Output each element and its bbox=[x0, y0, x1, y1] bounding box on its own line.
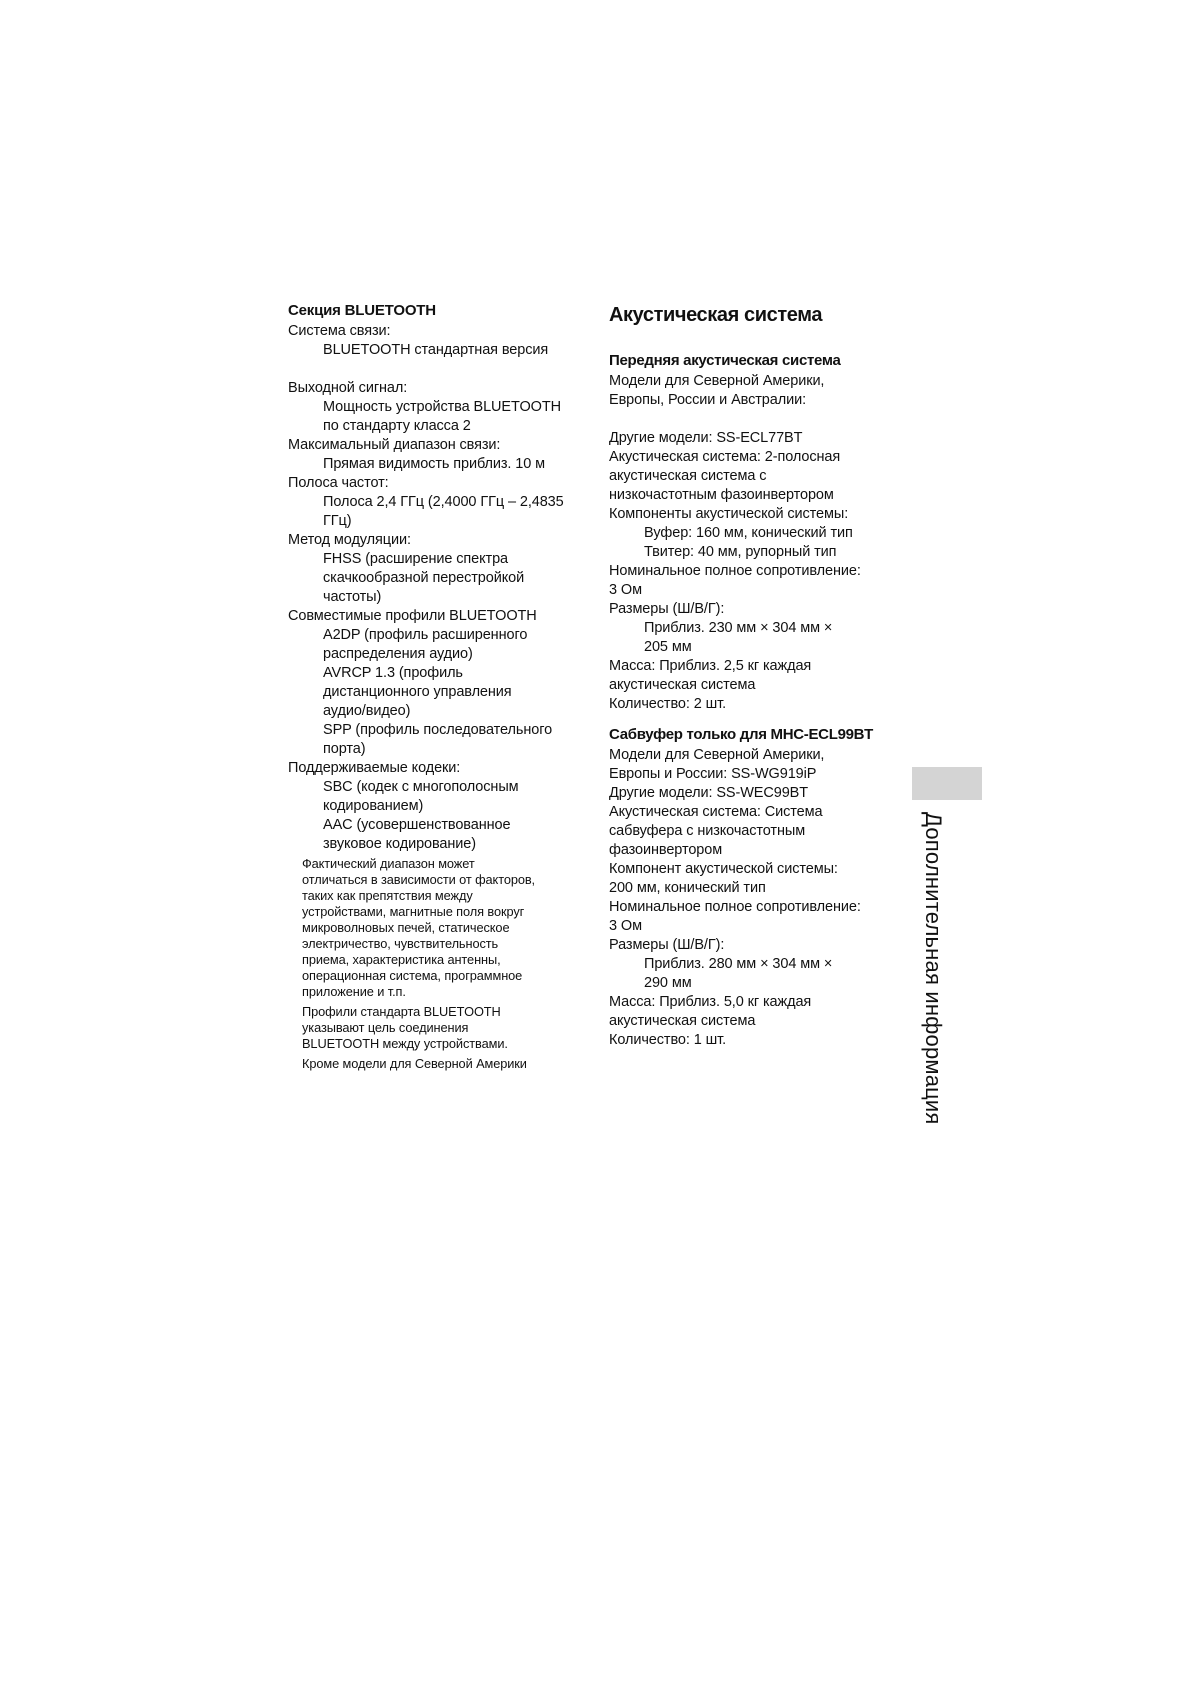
spec-line: фазоинвертором bbox=[609, 842, 723, 858]
spec-value: звуковое кодирование) bbox=[323, 836, 476, 852]
spec-line: Приблиз. 280 мм × 304 мм × bbox=[644, 956, 833, 972]
footnote-line: приложение и т.п. bbox=[302, 984, 406, 999]
spec-line: Вуфер: 160 мм, конический тип bbox=[644, 525, 853, 541]
side-section-label: Дополнительная информация bbox=[921, 812, 946, 1125]
spec-label: Система связи: bbox=[288, 323, 391, 339]
spec-line: Приблиз. 230 мм × 304 мм × bbox=[644, 620, 833, 636]
footnote-line: Профили стандарта BLUETOOTH bbox=[302, 1004, 501, 1019]
footnote-line: электричество, чувствительность bbox=[302, 936, 499, 951]
spec-line: акустическая система с bbox=[609, 468, 767, 484]
footnote-line: Фактический диапазон может bbox=[302, 856, 475, 871]
spec-label: Совместимые профили BLUETOOTH bbox=[288, 608, 537, 624]
spec-value: AAC (усовершенствованное bbox=[323, 817, 511, 833]
spec-line: Компоненты акустической системы: bbox=[609, 506, 849, 522]
spec-label: Метод модуляции: bbox=[288, 532, 411, 548]
footnote-line: операционная система, программное bbox=[302, 968, 523, 983]
footnote-line: микроволновых печей, статическое bbox=[302, 920, 510, 935]
spec-value: порта) bbox=[323, 741, 366, 757]
spec-value: ГГц) bbox=[323, 513, 352, 529]
footnote-line: таких как препятствия между bbox=[302, 888, 473, 903]
spec-value: дистанционного управления bbox=[323, 684, 512, 700]
footnote-line: Кроме модели для Северной Америки bbox=[302, 1056, 527, 1071]
spec-value: BLUETOOTH стандартная версия bbox=[323, 342, 549, 358]
spec-value: Мощность устройства BLUETOOTH bbox=[323, 399, 561, 415]
bluetooth-section bbox=[288, 300, 588, 1076]
spec-line: Размеры (Ш/В/Г): bbox=[609, 937, 725, 953]
spec-line: 290 мм bbox=[644, 975, 692, 991]
spec-line: 205 мм bbox=[644, 639, 692, 655]
spec-line: Номинальное полное сопротивление: bbox=[609, 563, 861, 579]
footnote-profiles bbox=[302, 1004, 588, 1052]
spec-line: 200 мм, конический тип bbox=[609, 880, 766, 896]
footnote-except bbox=[302, 1056, 588, 1072]
front-speaker-title: Передняя акустическая система bbox=[609, 352, 841, 369]
footnote-line: приема, характеристика антенны, bbox=[302, 952, 501, 967]
spec-value: по стандарту класса 2 bbox=[323, 418, 471, 434]
spec-line: Масса: Приблиз. 5,0 кг каждая bbox=[609, 994, 812, 1010]
spec-value: Полоса 2,4 ГГц (2,4000 ГГц – 2,4835 bbox=[323, 494, 564, 510]
spec-line: Модели для Северной Америки, bbox=[609, 747, 825, 763]
spec-line: акустическая система bbox=[609, 1013, 756, 1029]
spec-value: SPP (профиль последовательного bbox=[323, 722, 553, 738]
spec-label: Поддерживаемые кодеки: bbox=[288, 760, 461, 776]
bluetooth-section-title: Секция BLUETOOTH bbox=[288, 302, 436, 319]
spec-line: Другие модели: SS-ECL77BT bbox=[609, 430, 803, 446]
spec-value: A2DP (профиль расширенного bbox=[323, 627, 528, 643]
footnote-range bbox=[302, 856, 588, 1000]
spec-line: Масса: Приблиз. 2,5 кг каждая bbox=[609, 658, 812, 674]
spec-line: низкочастотным фазоинвертором bbox=[609, 487, 834, 503]
spec-line: Европы, России и Австралии: bbox=[609, 392, 807, 408]
spec-line: акустическая система bbox=[609, 677, 756, 693]
footnote-line: BLUETOOTH между устройствами. bbox=[302, 1036, 508, 1051]
spec-line: Количество: 2 шт. bbox=[609, 696, 727, 712]
spec-line: 3 Ом bbox=[609, 582, 642, 598]
spec-line: сабвуфера с низкочастотным bbox=[609, 823, 806, 839]
spec-line: Акустическая система: Система bbox=[609, 804, 823, 820]
spec-value: аудио/видео) bbox=[323, 703, 411, 719]
spec-line: Номинальное полное сопротивление: bbox=[609, 899, 861, 915]
spec-value: AVRCP 1.3 (профиль bbox=[323, 665, 463, 681]
spec-value: SBC (кодек с многополосным bbox=[323, 779, 519, 795]
spec-label: Выходной сигнал: bbox=[288, 380, 408, 396]
spec-line: Компонент акустической системы: bbox=[609, 861, 838, 877]
footnotes bbox=[288, 856, 588, 1072]
spec-line: 3 Ом bbox=[609, 918, 642, 934]
footnote-line: указывают цель соединения bbox=[302, 1020, 469, 1035]
section-tab-marker bbox=[912, 767, 982, 800]
spec-line: Модели для Северной Америки, bbox=[609, 373, 825, 389]
subwoofer-title: Сабвуфер только для MHC-ECL99BT bbox=[609, 726, 874, 743]
spec-line: Акустическая система: 2-полосная bbox=[609, 449, 841, 465]
spec-line: Количество: 1 шт. bbox=[609, 1032, 727, 1048]
spec-value: FHSS (расширение спектра bbox=[323, 551, 509, 567]
spec-value: распределения аудио) bbox=[323, 646, 473, 662]
spec-line: Европы и России: SS-WG919iP bbox=[609, 766, 817, 782]
spec-value: скачкообразной перестройкой bbox=[323, 570, 525, 586]
spec-line: Размеры (Ш/В/Г): bbox=[609, 601, 725, 617]
spec-line: Другие модели: SS-WEC99BT bbox=[609, 785, 808, 801]
spec-value: Прямая видимость приблиз. 10 м bbox=[323, 456, 546, 472]
spec-value: частоты) bbox=[323, 589, 382, 605]
spec-label: Максимальный диапазон связи: bbox=[288, 437, 501, 453]
footnote-line: отличаться в зависимости от факторов, bbox=[302, 872, 536, 887]
spec-value: кодированием) bbox=[323, 798, 424, 814]
spec-line: Твитер: 40 мм, рупорный тип bbox=[644, 544, 837, 560]
spec-label: Полоса частот: bbox=[288, 475, 389, 491]
speaker-section-title: Акустическая система bbox=[609, 304, 823, 326]
footnote-line: устройствами, магнитные поля вокруг bbox=[302, 904, 525, 919]
speaker-section bbox=[609, 300, 909, 1050]
